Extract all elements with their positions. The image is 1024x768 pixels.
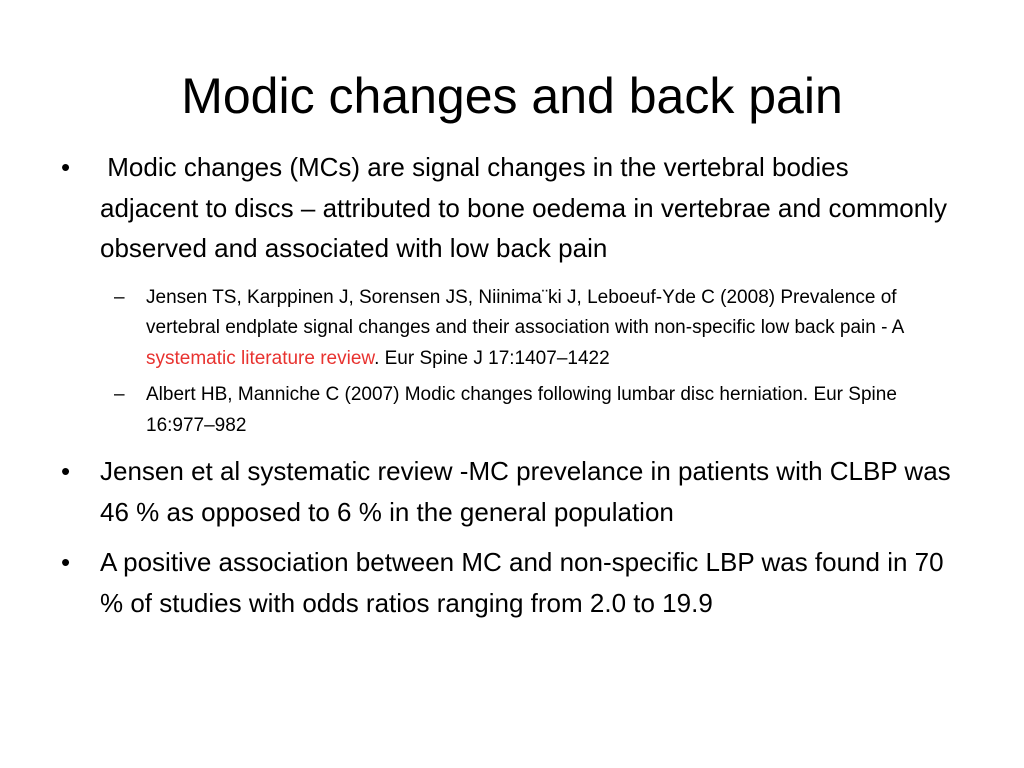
reference-text: Jensen TS, Karppinen J, Sorensen JS, Niinima¨ki J, Leboeuf-Yde C (2008) Prevalence of vertebral endplate signal changes and their association with non-specific low back pain - A <box>146 286 904 338</box>
sub-bullet-marker: – <box>114 384 125 405</box>
reference-text: Albert HB, Manniche C (2007) Modic changes following lumbar disc herniation. Eur Spine 16:977–982 <box>146 384 897 436</box>
slide-content <box>52 147 955 633</box>
reference-item-jensen <box>52 283 952 375</box>
reference-highlight: systematic literature review <box>146 347 375 369</box>
sub-bullet-marker: – <box>114 286 125 308</box>
bullet-marker: • <box>61 547 71 577</box>
reference-text-end: . Eur Spine J 17:1407–1422 <box>374 347 610 369</box>
bullet-item-modic-definition <box>52 147 955 269</box>
bullet-marker: • <box>61 152 71 182</box>
bullet-text: Jensen et al systematic review -MC prevelance in patients with CLBP was 46 % as opposed to 6 % in the general population <box>100 456 951 527</box>
bullet-item-association <box>52 542 952 623</box>
bullet-text: A positive association between MC and non-specific LBP was found in 70 % of studies with odds ratios ranging from 2.0 to 19.9 <box>100 547 944 618</box>
bullet-text: Modic changes (MCs) are signal changes in the vertebral bodies adjacent to discs – attributed to bone oedema in vertebrae and commonly observed and associated with low back pain <box>100 152 955 263</box>
bullet-item-prevalence <box>52 451 952 532</box>
slide-title: Modic changes and back pain <box>181 68 843 124</box>
reference-list <box>52 283 952 442</box>
reference-item-albert <box>52 380 952 441</box>
bullet-marker: • <box>61 456 71 486</box>
